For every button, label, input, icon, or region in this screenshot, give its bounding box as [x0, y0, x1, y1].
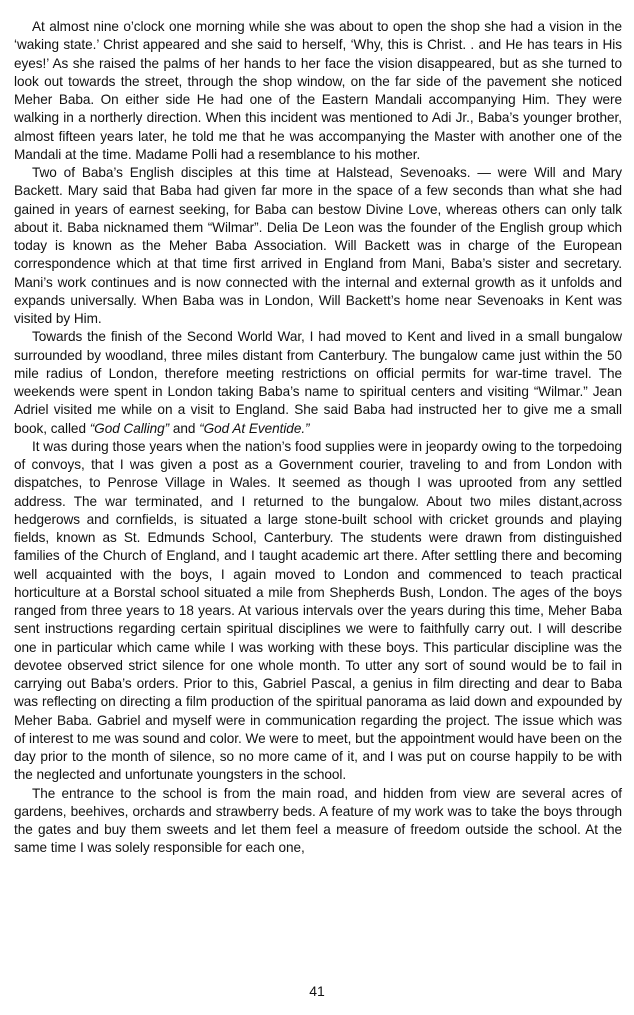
paragraph-2: Two of Baba’s English disciples at this time at Halstead, Sevenoaks. — were Will and Mary Backett. Mary said that Baba had given far more in the space of a few seconds than what she had gained in years of earnest seeking, for Baba can bestow Divine Love, whereas others can only talk about it. Baba nicknamed them “Wilmar”. Delia De Leon was the founder of the English group which today is known as the Meher Baba Association. Will Backett was in charge of the European correspondence which at that time first arrived in England from Mani, Baba’s sister and secretary. Mani’s work continues and is now connected with the internal and external growth as it unfolds and expands universally. When Baba was in London, Will Backett’s home near Sevenoaks in Kent was visited by Him. [14, 165, 622, 326]
paragraph-5: The entrance to the school is from the main road, and hidden from view are several acres of gardens, beehives, orchards and strawberry beds. A feature of my work was to take the boys through the gates and buy them sweets and let them feel a measure of freedom outside the school. At the same time I was solely responsible for each one, [14, 785, 622, 856]
paragraph-3 [14, 328, 622, 438]
paragraph-4: It was during those years when the nation’s food supplies were in jeopardy owing to the torpedoing of convoys, that I was given a post as a Government courier, traveling to and from London with dispatches, to Penrose Village in Wales. It seemed as though I was uprooted from any settled address. The war terminated, and I returned to the bungalow. About two miles distant,across hedgerows and cornfields, is situated a large stone-built school with cricket grounds and playing fields, known as St. Edmunds School, Canterbury. The students were drawn from distinguished families of the Church of England, and I taught academic art there. After settling there and becoming well acquainted with the boys, I again moved to London and commenced to teach practical horticulture at a Borstal school situated a mile from Shepherds Bush, London. The ages of the boys ranged from three years to 18 years. At various intervals over the years during this time, Meher Baba sent instructions regarding certain spiritual disciplines we were to faithfully carry out. I will describe one in particular which came while I was working with these boys. This particular discipline was the devotee observed strict silence for one whole month. To utter any sort of sound would be to fail in carrying out Baba’s orders. Prior to this, Gabriel Pascal, a genius in film directing and dear to Baba was reflecting on directing a film production of the spiritual panorama as laid down and expounded by Meher Baba. Gabriel and myself were in communication regarding the project. The issue which was of interest to me was sound and color. We were to meet, but the appointment would have been on the day prior to the month of silence, so no more came of it, and I was put on course happily to be with the neglected and unfortunate youngsters in the school. [14, 438, 622, 783]
paragraph-3-text: Towards the finish of the Second World War, I had moved to Kent and lived in a small bungalow surrounded by woodland, three miles distant from Canterbury. The bungalow came just within the 50 mile radius of London, therefore meeting restrictions on official permits for war-time travel. The weekends were spent in London taking Baba’s name to spiritual centers and visiting “Wilmar.” Jean Adriel visited me while on a visit to England. She said Baba had instructed her to give me a small book, called [14, 329, 622, 436]
document-page [14, 18, 622, 858]
book-title-god-calling: “God Calling” [89, 420, 170, 436]
book-title-joiner: and [169, 420, 200, 436]
paragraph-1: At almost nine o’clock one morning while she was about to open the shop she had a vision in the ‘waking state.’ Christ appeared and she said to herself, ‘Why, this is Christ. . and He has tears in His eyes!’ As she raised the palms of her hands to her face the vision disappeared, but as she turned to look out towards the street, through the shop window, on the far side of the pavement she noticed Meher Baba. On either side He had one of the Eastern Mandali accompanying Him. They were walking in a northerly direction. When this incident was mentioned to Adi Jr., Baba’s younger brother, almost fifteen years later, he told me that he was accompanying the Master with another one of the Mandali at the time. Madame Polli had a resemblance to his mother. [14, 19, 622, 162]
book-title-god-at-eventide: “God At Eventide.” [199, 420, 310, 436]
page-number: 41 [309, 983, 325, 999]
